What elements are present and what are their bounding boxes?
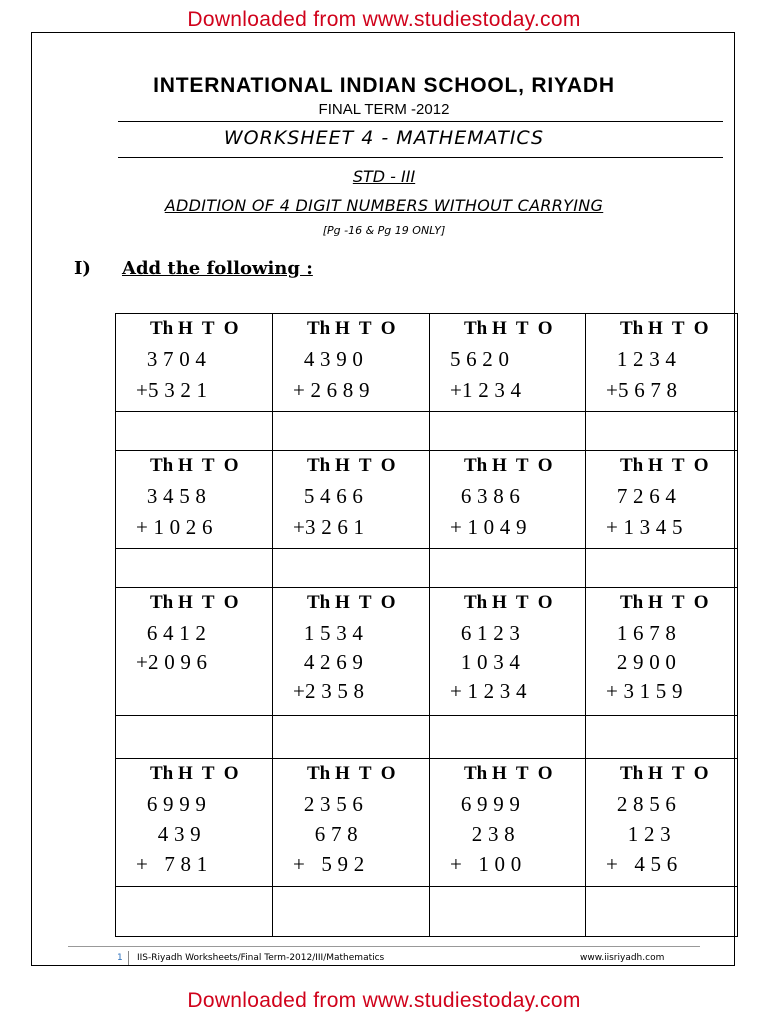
number-line: 1 2 3: [606, 822, 671, 846]
answer-box[interactable]: [429, 548, 586, 588]
place-value-header: Th H T O: [307, 763, 396, 784]
question-number: I): [74, 258, 91, 279]
number-line: + 1 3 4 5: [606, 515, 683, 539]
number-line: +2 0 9 6: [136, 650, 208, 674]
worksheet-title: WORKSHEET 4 - MATHEMATICS: [223, 127, 545, 149]
std-label: STD - III: [352, 167, 416, 186]
number-line: 4 3 9 0: [293, 347, 364, 371]
number-line: +3 2 6 1: [293, 515, 365, 539]
number-line: 6 1 2 3: [450, 621, 521, 645]
number-line: + 7 8 1: [136, 852, 208, 876]
header-rule-top: [118, 121, 723, 122]
problem-cell: [115, 758, 273, 887]
number-line: 6 4 1 2: [136, 621, 207, 645]
header-rule-bottom: [118, 157, 723, 158]
number-line: + 2 6 8 9: [293, 378, 370, 402]
number-line: + 1 0 4 9: [450, 515, 527, 539]
number-line: +2 3 5 8: [293, 679, 365, 703]
answer-box[interactable]: [115, 548, 273, 588]
place-value-header: Th H T O: [150, 763, 239, 784]
place-value-header: Th H T O: [620, 592, 709, 613]
problem-cell: [429, 313, 586, 412]
number-line: 3 7 0 4: [136, 347, 207, 371]
footer-text: IIS-Riyadh Worksheets/Final Term-2012/III/Mathematics: [137, 953, 385, 963]
number-line: +5 3 2 1: [136, 378, 208, 402]
problem-cell: [272, 313, 430, 412]
footer-page-number: 1: [117, 953, 123, 963]
answer-box[interactable]: [115, 715, 273, 759]
answer-box[interactable]: [272, 548, 430, 588]
place-value-header: Th H T O: [620, 763, 709, 784]
footer-url: www.iisriyadh.com: [580, 953, 665, 963]
number-line: 7 2 6 4: [606, 484, 677, 508]
problem-cell: [115, 313, 273, 412]
place-value-header: Th H T O: [307, 455, 396, 476]
answer-box[interactable]: [585, 548, 738, 588]
number-line: +5 6 7 8: [606, 378, 678, 402]
place-value-header: Th H T O: [307, 592, 396, 613]
number-line: +1 2 3 4: [450, 378, 522, 402]
place-value-header: Th H T O: [464, 763, 553, 784]
footer-rule: [68, 946, 700, 947]
problem-cell: [115, 450, 273, 549]
answer-box[interactable]: [272, 411, 430, 451]
problem-cell: [272, 450, 430, 549]
place-value-header: Th H T O: [464, 592, 553, 613]
problem-cell: [585, 587, 738, 716]
school-name: INTERNATIONAL INDIAN SCHOOL, RIYADH: [153, 74, 615, 97]
answer-box[interactable]: [429, 886, 586, 937]
problem-cell: [429, 587, 586, 716]
download-banner-bottom: Downloaded from www.studiestoday.com: [187, 989, 581, 1012]
download-banner-top: Downloaded from www.studiestoday.com: [187, 8, 581, 31]
number-line: 5 4 6 6: [293, 484, 364, 508]
number-line: 1 5 3 4: [293, 621, 364, 645]
place-value-header: Th H T O: [464, 318, 553, 339]
place-value-header: Th H T O: [464, 455, 553, 476]
place-value-header: Th H T O: [307, 318, 396, 339]
answer-box[interactable]: [429, 411, 586, 451]
answer-box[interactable]: [272, 715, 430, 759]
number-line: + 1 0 2 6: [136, 515, 213, 539]
number-line: 6 9 9 9: [136, 792, 207, 816]
term-label: FINAL TERM -2012: [318, 101, 450, 118]
answer-box[interactable]: [585, 411, 738, 451]
answer-box[interactable]: [115, 411, 273, 451]
problem-cell: [272, 587, 430, 716]
place-value-header: Th H T O: [150, 592, 239, 613]
question-text: Add the following :: [122, 258, 313, 279]
answer-box[interactable]: [115, 886, 273, 937]
number-line: 2 9 0 0: [606, 650, 677, 674]
number-line: 2 3 5 6: [293, 792, 364, 816]
place-value-header: Th H T O: [150, 455, 239, 476]
answer-box[interactable]: [272, 886, 430, 937]
problem-cell: [429, 758, 586, 887]
number-line: + 1 0 0: [450, 852, 522, 876]
problem-cell: [585, 313, 738, 412]
place-value-header: Th H T O: [620, 318, 709, 339]
problem-cell: [272, 758, 430, 887]
place-value-header: Th H T O: [620, 455, 709, 476]
topic-title: ADDITION OF 4 DIGIT NUMBERS WITHOUT CARRYING: [164, 196, 604, 215]
number-line: + 4 5 6: [606, 852, 678, 876]
problem-cell: [585, 758, 738, 887]
answer-box[interactable]: [585, 715, 738, 759]
problem-cell: [115, 587, 273, 716]
answer-box[interactable]: [429, 715, 586, 759]
number-line: 5 6 2 0: [450, 347, 510, 371]
number-line: 1 0 3 4: [450, 650, 521, 674]
number-line: 3 4 5 8: [136, 484, 207, 508]
number-line: 6 3 8 6: [450, 484, 521, 508]
number-line: 6 7 8: [293, 822, 358, 846]
number-line: 2 8 5 6: [606, 792, 677, 816]
number-line: 1 6 7 8: [606, 621, 677, 645]
number-line: 2 3 8: [450, 822, 515, 846]
number-line: 6 9 9 9: [450, 792, 521, 816]
number-line: + 1 2 3 4: [450, 679, 527, 703]
problem-cell: [585, 450, 738, 549]
problem-cell: [429, 450, 586, 549]
number-line: + 3 1 5 9: [606, 679, 683, 703]
footer-divider: [128, 951, 129, 965]
number-line: + 5 9 2: [293, 852, 365, 876]
number-line: 4 3 9: [136, 822, 201, 846]
number-line: 4 2 6 9: [293, 650, 364, 674]
number-line: 1 2 3 4: [606, 347, 677, 371]
answer-box[interactable]: [585, 886, 738, 937]
page-reference: [Pg -16 & Pg 19 ONLY]: [322, 224, 446, 237]
place-value-header: Th H T O: [150, 318, 239, 339]
